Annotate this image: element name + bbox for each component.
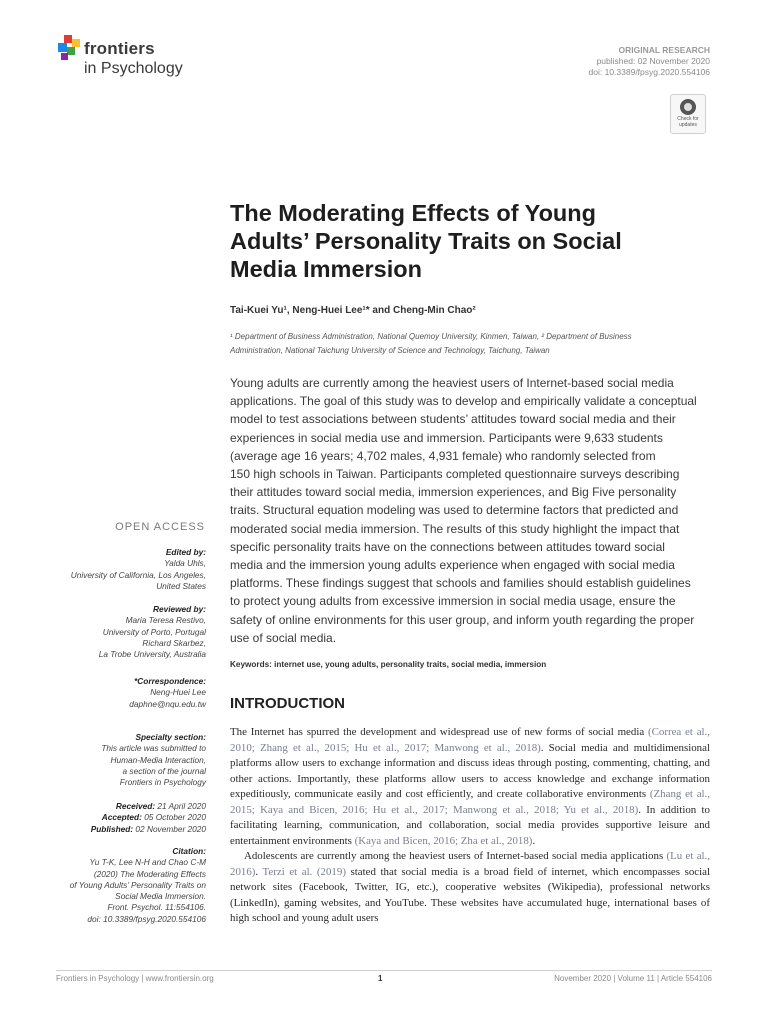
paragraph-text: . In addition to facilitating learning, communication, and collaboration, social media provides supportive leisure and entertainment environments [230,803,710,847]
citation-line: Yu T-K, Lee N-H and Chao C-M [89,857,206,868]
paragraph-text: . [255,865,263,878]
citation-line: Front. Psychol. 11:554106. [107,902,206,913]
citation-line: Social Media Immersion. [115,891,206,902]
keywords [230,660,712,669]
correspondence-section [36,676,206,710]
abstract-line: moderated social media immersion. The results of this study highlight the impact that [230,521,680,536]
editor-line[interactable]: Yalda Uhls, [164,558,206,569]
abstract-line: Young adults are currently among the heaviest users of Internet-based social media [230,376,674,390]
specialty-line[interactable]: Frontiers in Psychology [119,777,206,788]
editor-line: University of California, Los Angeles, [70,569,206,580]
citation-link[interactable]: (Zhang et al., 2015; Kaya and Bicen, 2016; Hu et al., 2017; Manwong et al., 2018; Yu et al., 2018) [230,788,710,816]
edited-by-label: Edited by: [165,547,206,557]
affiliation-line: ¹ Department of Business Administration, National Quemoy University, Kinmen, Taiwan, ² Department of Business [230,332,632,341]
citation-doi[interactable]: doi: 10.3389/fpsyg.2020.554106 [87,913,206,924]
specialty-line: This article was submitted to [101,743,206,754]
check-for-updates-button[interactable] [670,94,706,134]
article-type: ORIGINAL RESEARCH [618,45,710,55]
editor-line: United States [156,580,206,591]
abstract-line: specific personality traits have on the connections between attitudes toward social [230,539,665,554]
badge-label: Check for updates [677,116,699,128]
doi-link[interactable]: doi: 10.3389/fpsyg.2020.554106 [588,67,710,77]
citation-section [36,846,206,925]
citation-link[interactable]: (Kaya and Bicen, 2016; Zha et al., 2018) [354,834,533,847]
title-line: Media Immersion [230,256,422,282]
abstract-line: platforms. These findings suggest that schools and families should establish guidelines [230,576,691,591]
paragraph-text: Adolescents are currently among the heaviest users of Internet-based social media applications [244,850,667,862]
page-number: 1 [378,974,383,983]
citation-link[interactable]: (Lu et al., 2016) [230,850,710,878]
specialty-line: a section of the journal [122,765,206,776]
title-line: The Moderating Effects of Young [230,200,596,226]
paragraph-text: stated that social media is a broad field of internet, which encompasses social network sites (Facebook, Twitter, IG, etc.), cooperative websites (Wikipedia), professional networks (LinkedIn), gaming websites, and YouTube. These websites have accumulated huge, international bases of high school and young adult users [230,865,710,924]
reviewer-line[interactable]: Richard Skarbez, [142,637,206,648]
reviewer-line: University of Porto, Portugal [102,626,206,637]
citation-link[interactable]: Terzi et al. (2019) [262,865,346,878]
footer-issue-info: November 2020 | Volume 11 | Article 554106 [554,974,712,983]
abstract [230,374,712,647]
accepted-label: Accepted: [101,812,142,823]
reviewed-by-section [36,604,206,660]
footer-journal-link[interactable]: Frontiers in Psychology | www.frontiersin.org [56,974,214,983]
published-side-date: 02 November 2020 [135,823,206,834]
journal-name: frontiers [84,39,155,58]
abstract-line: traits. Structural equation modeling was used to determine factors that predicted and [230,503,679,518]
keywords-text: internet use, young adults, personality traits, social media, immersion [274,660,547,669]
title-line: Adults’ Personality Traits on Social [230,228,622,254]
correspondence-email[interactable]: daphne@nqu.edu.tw [129,698,206,709]
accepted-date: 05 October 2020 [144,812,206,823]
citation-link[interactable]: (Correa et al., 2010; Zhang et al., 2015; Hu et al., 2017; Manwong et al., 2018) [230,726,710,754]
abstract-line: applications. The goal of this study was to develop and empirically validate a conceptual [230,394,697,409]
reviewer-line: La Trobe University, Australia [98,649,206,660]
author-list[interactable]: Tai-Kuei Yu¹, Neng-Huei Lee¹* and Cheng-Min Chao² [230,305,476,316]
reviewed-by-label: Reviewed by: [152,604,206,614]
affiliations [230,330,700,357]
abstract-line: model to test associations between students’ attitudes toward social media and their [230,412,676,427]
abstract-line: their attitudes toward social media, immersion experiences, and Big Five personality [230,485,677,500]
correspondence-name: Neng-Huei Lee [150,687,206,698]
article-title [230,199,700,283]
keywords-label: Keywords: [230,660,272,669]
abstract-line: experiences in social media use and immersion. Participants were 9,633 students [230,430,663,445]
received-label: Received: [115,801,156,811]
introduction-heading: INTRODUCTION [230,695,345,712]
specialty-section [36,732,206,788]
paragraph-text: . Social media and multidimensional platforms allow users to exchange information and discuss ideas through posting, commenting, chatting, and other actions. Importantly, these platforms allow users to access knowledge and exchange information expeditiously, communicate easily and cost efficiently, and create collaborative environments [230,741,710,800]
footer-divider [56,970,712,971]
abstract-line: use of social media. [230,630,337,645]
affiliation-line: Administration, National Taichung University of Science and Technology, Taichung, Taiwan [230,345,550,355]
paragraph-text: . [532,834,536,847]
check-updates-icon [680,99,696,115]
published-date: published: 02 November 2020 [596,56,710,66]
reviewer-line[interactable]: Maria Teresa Restivo, [125,615,206,626]
citation-label: Citation: [172,846,206,856]
paragraph [230,849,710,927]
open-access-label: OPEN ACCESS [115,521,205,533]
journal-subname: in Psychology [84,60,183,77]
paragraph-text: The Internet has spurred the development and widespread use of new forms of social media [230,726,648,738]
published-label: Published: [90,823,134,834]
dates-section [36,801,206,835]
correspondence-label: *Correspondence: [134,676,206,686]
specialty-line[interactable]: Human-Media Interaction, [110,754,206,765]
received-date: 21 April 2020 [157,801,206,811]
abstract-line: (average age 16 years; 4,702 males, 4,931 female) who randomly selected from [230,448,656,463]
edited-by-section [36,547,206,592]
abstract-line: to protect young adults from excessive immersion in social media usage, ensure the [230,594,676,609]
abstract-line: safety of online environments for this user group, and inform youth regarding the proper [230,612,695,627]
citation-line: of Young Adults’ Personality Traits on [69,879,206,890]
specialty-label: Specialty section: [135,732,206,742]
paragraph [230,725,710,849]
frontiers-logo-icon [58,35,80,61]
citation-line: (2020) The Moderating Effects [93,868,206,879]
abstract-line: media and the immersion young adults experience when engaged with social media [230,558,675,573]
introduction-body [230,725,710,927]
abstract-line: 150 high schools in Taiwan. Participants completed questionnaire surveys describing [230,467,680,482]
